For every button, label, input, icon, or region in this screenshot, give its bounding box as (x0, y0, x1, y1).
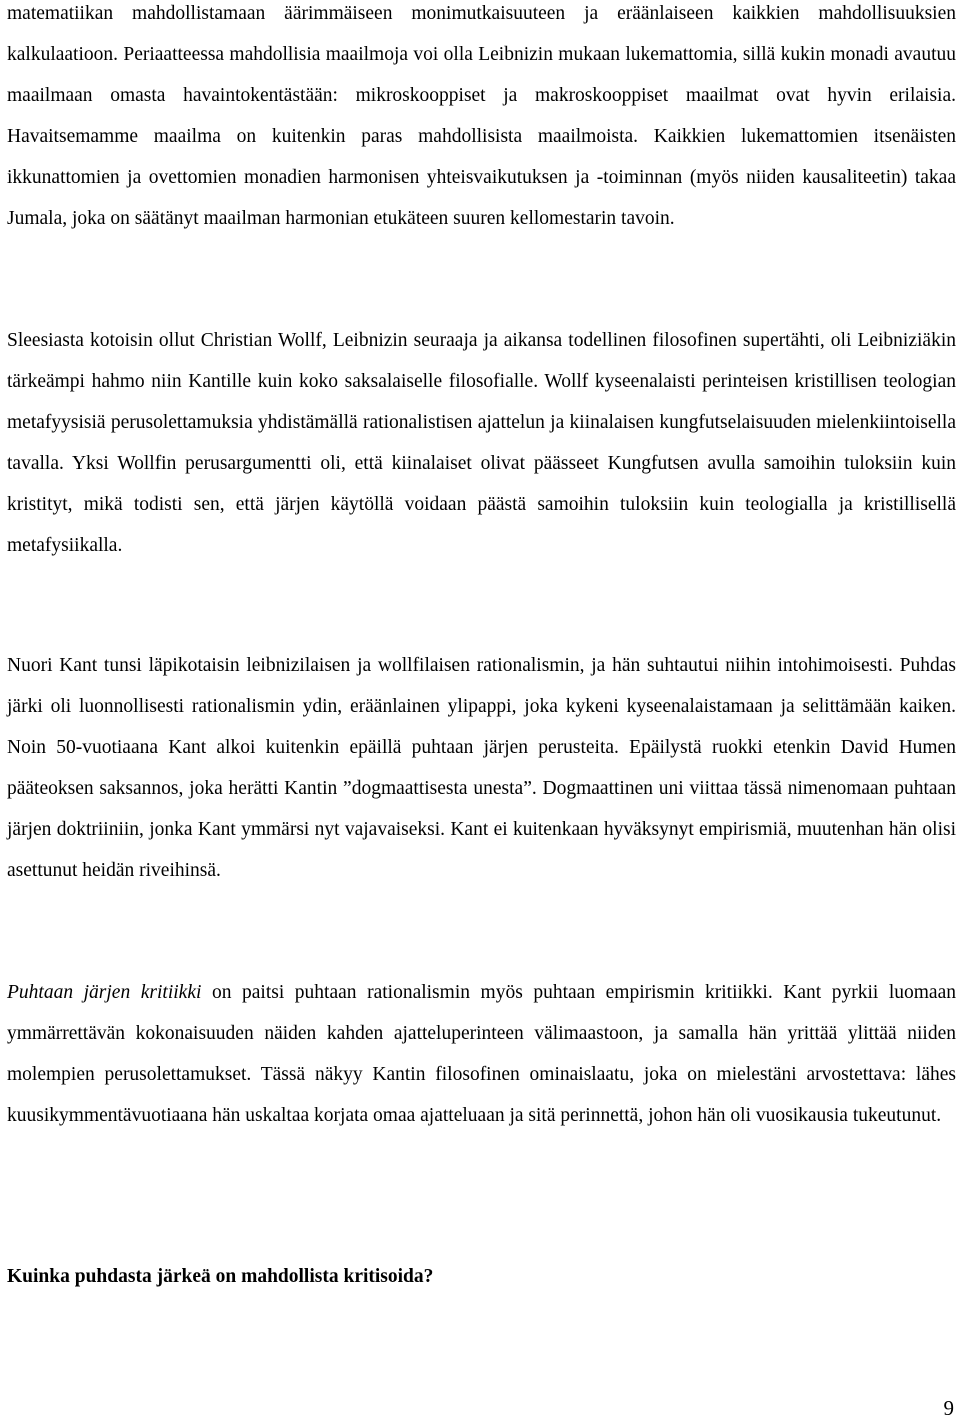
book-title-italic: Puhtaan järjen kritiikki (7, 982, 202, 1003)
section-heading: Kuinka puhdasta järkeä on mahdollista kritisoida? (7, 1266, 434, 1287)
paragraph-wollf: Sleesiasta kotoisin ollut Christian Wollf, Leibnizin seuraaja ja aikansa todellinen filosofinen supertähti, oli Leibniziäkin tärkeämpi hahmo niin Kantille kuin koko saksalaiselle filosofialle. Wollf kyseenalaisti perinteisen kristillisen teologian metafyysisiä perusolettamuksia yhdistämällä rationalistisen ajattelun ja kiinalaisen kungfutselaisuuden mielenkiintoisella tavalla. Yksi Wollfin perusargumentti oli, että kiinalaiset olivat päässeet Kungfutsen avulla samoihin tuloksiin kuin kristityt, mikä todisti sen, että järjen käytöllä voidaan päästä samoihin tuloksiin kuin teologialla ja kristillisellä metafysiikalla. (7, 330, 956, 556)
paragraph-critique-body: on paitsi puhtaan rationalismin myös puhtaan empirismin kritiikki. Kant pyrkii luomaan ymmärrettävän kokonaisuuden näiden kahden ajatteluperinteen välimaastoon, ja samalla hän yrittää ylittää niiden molempien perusolettamukset. Tässä näkyy Kantin filosofinen ominaislaatu, joka on mielestäni arvostettava: lähes kuusikymmentävuotiaana hän uskaltaa korjata omaa ajatteluaan ja sitä perinnettä, johon hän oli vuosikausia tukeutunut. (7, 982, 956, 1126)
paragraph-young-kant: Nuori Kant tunsi läpikotaisin leibnizilaisen ja wollfilaisen rationalismin, ja hän suhtautui niihin intohimoisesti. Puhdas järki oli luonnollisesti rationalismin ydin, eräänlainen ylipappi, joka kykeni kyseenalaistamaan ja selittämään kaiken. Noin 50-vuotiaana Kant alkoi kuitenkin epäillä puhtaan järjen perusteita. Epäilystä ruokki etenkin David Humen pääteoksen saksannos, joka herätti Kantin ”dogmaattisesta unesta”. Dogmaattinen uni viittaa tässä nimenomaan puhtaan järjen doktriiniin, jonka Kant ymmärsi nyt vajavaiseksi. Kant ei kuitenkaan hyväksynyt empirismiä, muutenhan hän olisi asettunut heidän riveihinsä. (7, 655, 956, 881)
paragraph-leibniz-monads: matematiikan mahdollistamaan äärimmäiseen monimutkaisuuteen ja eräänlaiseen kaikkien mahdollisuuksien kalkulaatioon. Periaatteessa mahdollisia maailmoja voi olla Leibnizin mukaan lukemattomia, sillä kukin monadi avautuu maailmaan omasta havaintokentästään: mikroskooppiset ja makroskooppiset maailmat ovat hyvin erilaisia. Havaitsemamme maailma on kuitenkin paras mahdollisista maailmoista. Kaikkien lukemattomien itsenäisten ikkunattomien ja ovettomien monadien harmonisen yhteisvaikutuksen ja -toiminnan (myös niiden kausaliteetin) takaa Jumala, joka on säätänyt maailman harmonian etukäteen suuren kellomestarin tavoin. (7, 3, 956, 229)
page-number: 9 (943, 1396, 954, 1420)
paragraph-critique (7, 972, 956, 1136)
